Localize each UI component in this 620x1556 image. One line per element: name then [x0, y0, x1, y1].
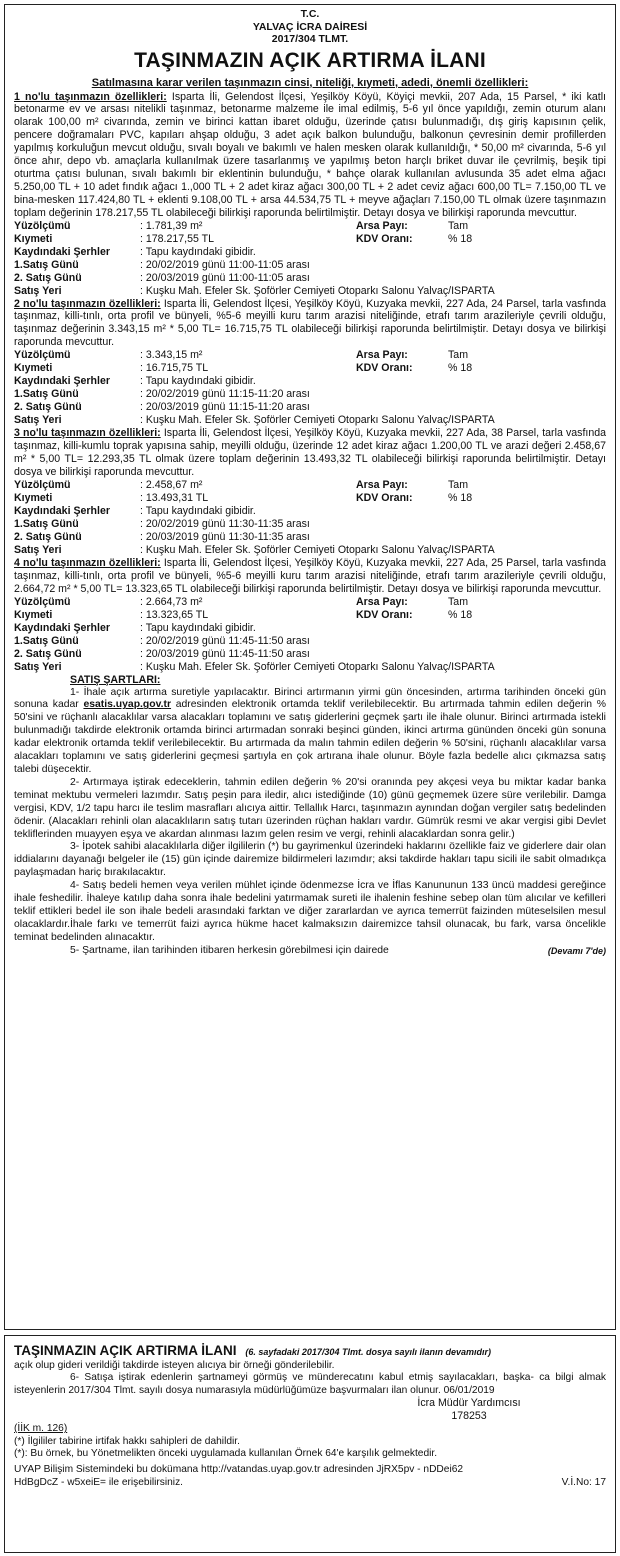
continuation-subtitle: (6. sayfadaki 2017/304 Tlmt. dosya sayılı ilanın devamıdır) [245, 1347, 491, 1357]
land-share-value: Tam [448, 478, 469, 491]
condition-2: 2- Artırmaya iştirak edeceklerin, tahmin edilen değerin % 20'si oranında pey akçesi veya bu miktar kadar banka teminat mektubu vermeleri lazımdır. Satış peşin para iledir, alıcı istediğinde (10) günü geçmemek üzere süre verilebilir. Damga vergisi, KDV, 1/2 tapu harcı ile teslim masrafları alıcıya aittir. Tellallık Harcı, taşınmazın aynından doğan vergiler satış bedelinden ödenir. (Alacakları rehinli olan alacaklıların satış tutarı üzerinden rüçhan hakları vardır. Gümrük resmi ve akar vergisi gibi Devlet tekliflerinden muayyen eşya ve akardan alınması lazım gelen resim ve vergi, rehinli alacaklardan sonra gelir.) [14, 776, 606, 840]
annotations-label: Kaydındaki Şerhler [14, 375, 110, 388]
property-heading: 2 no'lu taşınmazın özellikleri: [14, 297, 161, 310]
property-text: Isparta İli, Gelendost İlçesi, Yeşilköy Köyü, Kuzyaka mevkii, 227 Ada, 25 Parsel, tarla vasfında taşınmaz, killi-tınlı, orta profil ve bünyeli, %5-6 meyilli kuru tarım arazisi niteliğinde, etrafı tarım arazileriyle çevrili olduğu, 2.664,72 m² * 5,00 TL= 13.323,65 TL olabileceği bilirkişi raporunda belirtilmiştir. Detayı dosya ve bilirkişi raporunda mevcuttur. [14, 556, 607, 595]
annotations-value: : Tapu kaydındaki gibidir. [140, 375, 256, 388]
value-label: Kıymeti [14, 362, 53, 375]
condition-6: 6- Satışa iştirak edenlerin şartnameyi görmüş ve münderecatını kabul etmiş sayılacakları, başka- ca bilgi almak isteyenlerin 2017/304 Tlmt. sayılı dosya numarasıyla müdürlüğümüze başvurmaları ilan olunur. 06/01/2019 [14, 1372, 606, 1396]
first-sale-value: : 20/02/2019 günü 11:45-11:50 arası [140, 634, 310, 647]
area-row [14, 596, 606, 609]
footnote-1: (*) İlgililer tabirine irtifak hakkı sahipleri de dahildir. [14, 1435, 240, 1447]
annotations-row [14, 622, 606, 635]
signature-number: 178253 [451, 1410, 487, 1423]
sale-place-label: Satış Yeri [14, 543, 62, 556]
annotations-value: : Tapu kaydındaki gibidir. [140, 621, 256, 634]
annotations-row [14, 246, 606, 259]
first-sale-label: 1.Satış Günü [14, 517, 79, 530]
first-sale-label: 1.Satış Günü [14, 388, 79, 401]
condition-1 [14, 687, 606, 777]
area-row [14, 479, 606, 492]
law-reference: (İİK m. 126) [14, 1423, 68, 1435]
vat-label: KDV Oranı: [356, 608, 413, 621]
sale-place-label: Satış Yeri [14, 660, 62, 673]
condition-5-continued: açık olup gideri verildiği takdirde isteyen alıcıya bir örneği gönderilebilir. [14, 1360, 335, 1371]
property-block [14, 91, 606, 298]
sale-place-row [14, 414, 606, 427]
second-sale-label: 2. Satış Günü [14, 401, 82, 414]
area-value: : 2.458,67 m² [140, 478, 203, 491]
first-sale-row [14, 635, 606, 648]
vat-value: % 18 [448, 608, 473, 621]
value-label: Kıymeti [14, 608, 53, 621]
uyap-line-2-row [14, 1477, 606, 1489]
annotations-value: : Tapu kaydındaki gibidir. [140, 245, 256, 258]
second-sale-row [14, 531, 606, 544]
property-description [14, 298, 606, 350]
value-row [14, 362, 606, 375]
condition-5-text: 5- Şartname, ilan tarihinden itibaren herkesin görebilmesi için dairede [70, 944, 389, 956]
vat-value: % 18 [448, 491, 473, 504]
header-office: YALVAÇ İCRA DAİRESİ [252, 20, 368, 33]
sale-place-label: Satış Yeri [14, 284, 62, 297]
property-text: Isparta İli, Gelendost İlçesi, Yeşilköy Köyü, Köyiçi mevkii, 207 Ada, 15 Parsel, * iki katlı betonarme ev ve arsası nitelikli taşınmaz, betonarme malzeme ile imal edilmiş, 5-6 yıl önce yapıldığı, zemin oturum alanı olarak 100,00 m² civarında, zemin ve birinci kattan ibaret olduğu, üzerinde çatısı bulunmadığı, dış giriş kapısının çelik, pencere doğramaları PVC, kapıları ahşap olduğu, 3 adet açık balkon bulunduğu, balkonun çevresinin demir profillerden yapılmış korkuluğun mevcut olduğu, sıvalı boyalı ve bakımlı ve halen mesken olarak kullanıldığı, * 50,00 m² civarında, 5-6 yıl önce ahır, depo vb. amaçlarla kullanılmak üzere tasarlanmış ve yapılmış beton harçlı briket duvar ile çevrilmiş, beşik tipi oturtma çatısı bulunan, sıvalı bakımlı bir eklentinin bulunduğu, * bahçe olarak kullanılan avlusunda 35 adet elma ağacı 5.250,00 TL + 10 adet fındık ağacı 1.,000 TL + 2 adet kiraz ağacı 300,00 TL + 2 adet ceviz ağacı 600,00 TL= 7.150,00 TL ve bina-mesken 117.424,80 TL + eklenti 9.108,00 TL + arsa 44.534,75 TL + meyve ağaçları 7.150,00 TL olmak üzere taşınmazın toplam değerinin 178.217,55 TL olabileceği bilirkişi raporunda belirtilmiştir. Detayı dosya ve bilirkişi raporunda mevcuttur. [14, 90, 606, 219]
header-tc: T.C. [300, 8, 320, 20]
sale-place-value: : Kuşku Mah. Efeler Sk. Şoförler Cemiyeti Otoparkı Salonu Yalvaç/ISPARTA [140, 660, 495, 673]
property-heading: 4 no'lu taşınmazın özellikleri: [14, 556, 161, 569]
land-share-label: Arsa Payı: [356, 219, 408, 232]
second-sale-value: : 20/03/2019 günü 11:00-11:05 arası [140, 271, 310, 284]
area-label: Yüzölçümü [14, 595, 71, 608]
first-sale-row [14, 518, 606, 531]
sale-place-row [14, 544, 606, 557]
value-label: Kıymeti [14, 491, 53, 504]
area-row [14, 220, 606, 233]
area-value: : 3.343,15 m² [140, 349, 203, 362]
vat-label: KDV Oranı: [356, 232, 413, 245]
sale-place-label: Satış Yeri [14, 414, 62, 427]
sale-place-row [14, 661, 606, 674]
annotations-row [14, 375, 606, 388]
first-sale-row [14, 259, 606, 272]
first-sale-value: : 20/02/2019 günü 11:30-11:35 arası [140, 517, 310, 530]
property-text: Isparta İli, Gelendost İlçesi, Yeşilköy Köyü, Kuzyaka mevkii, 227 Ada, 38 Parsel, tarla vasfında taşınmaz, killi-kumlu toprak yapısına sahip, meyilli olduğu, üzerinde 12 adet kiraz ağacı 1.200,00 TL ve arazi değeri 2.458,67 m² * 5,00 TL= 12.293,35 TL olmak üzere toplam değerinin 13.493,32 TL olabileceği bilirkişi raporunda belirtilmiştir. Detayı dosya ve bilirkişi raporunda mevcuttur. [14, 427, 607, 478]
first-sale-value: : 20/02/2019 günü 11:00-11:05 arası [140, 258, 310, 271]
value-row [14, 609, 606, 622]
property-description [14, 557, 606, 596]
property-block [14, 298, 606, 428]
area-label: Yüzölçümü [14, 349, 71, 362]
auction-notice-main [4, 4, 616, 1330]
notice-subtitle: Satılmasına karar verilen taşınmazın cinsi, niteliği, kıymeti, adedi, önemli özellikleri: [91, 76, 529, 89]
sale-place-value: : Kuşku Mah. Efeler Sk. Şoförler Cemiyeti Otoparkı Salonu Yalvaç/ISPARTA [140, 543, 495, 556]
land-share-value: Tam [448, 595, 469, 608]
auction-notice-continuation [4, 1335, 616, 1553]
condition-1-text-b: adresinden elektronik ortamda teklif verilebilecektir. Bu artırmada tahmin edilen değerin % 50'sini ve rüçhanlı alacaklılar varsa alacakları toplamını ve satış giderlerini geçmek şartı ile ihale olunur. Birinci artırmada istekli bulunmadığı takdirde elektronik ortamda birinci artırmadan sonraki beşinci günden, ikinci artırma gününden önceki gün sonuna kadar elektronik ortamda teklif verilebilecektir. Bu artırmada da malın tahmin edilen değerin % 50'sini, rüçhanlı alacaklılar varsa alacakları toplamını ve satış giderlerini geçmesi şartıyla en çok artırana ihale olunur. Böyle fazla bedelle alıcı çıkmazsa satış talebi düşecektir. [14, 699, 606, 775]
uyap-line-2: HdBgDcZ - w5xeiE= ile erişebilirsiniz. [14, 1476, 183, 1488]
uyap-line-1: UYAP Bilişim Sistemindeki bu dokümana http://vatandas.uyap.gov.tr adresinden JjRX5pv - nDDei62 [14, 1464, 464, 1476]
value-amount: : 13.323,65 TL [140, 608, 209, 621]
land-share-label: Arsa Payı: [356, 349, 408, 362]
vat-label: KDV Oranı: [356, 491, 413, 504]
vi-number: V.İ.No: 17 [561, 1476, 606, 1488]
annotations-value: : Tapu kaydındaki gibidir. [140, 504, 256, 517]
first-sale-row [14, 388, 606, 401]
property-heading: 1 no'lu taşınmazın özellikleri: [14, 90, 167, 103]
annotations-label: Kaydındaki Şerhler [14, 504, 110, 517]
continued-note: (Devamı 7'de) [547, 945, 606, 956]
condition-5 [14, 945, 606, 958]
sale-place-value: : Kuşku Mah. Efeler Sk. Şoförler Cemiyeti Otoparkı Salonu Yalvaç/ISPARTA [140, 414, 495, 427]
value-amount: : 178.217,55 TL [140, 232, 215, 245]
first-sale-label: 1.Satış Günü [14, 634, 79, 647]
property-heading: 3 no'lu taşınmazın özellikleri: [14, 427, 161, 440]
footnote-2: (*): Bu örnek, bu Yönetmelikten önceki uygulamada kullanılan Örnek 64'e karşılık gelmektedir. [14, 1448, 438, 1460]
vat-value: % 18 [448, 362, 473, 375]
first-sale-value: : 20/02/2019 günü 11:15-11:20 arası [140, 388, 310, 401]
value-label: Kıymeti [14, 232, 53, 245]
area-value: : 2.664,73 m² [140, 595, 203, 608]
second-sale-label: 2. Satış Günü [14, 530, 82, 543]
second-sale-value: : 20/03/2019 günü 11:15-11:20 arası [140, 401, 310, 414]
value-amount: : 16.715,75 TL [140, 362, 209, 375]
condition-3: 3- İpotek sahibi alacaklılarla diğer ilgililerin (*) bu gayrimenkul üzerindeki haklarını özellikle faiz ve giderlere dair olan iddialarını dayanağı belgeler ile (15) gün içinde dairemize bildirmeleri lazımdır; aksi takdirde hakları tapu sicili ile sabit olmadıkça paylaşmadan hariç bırakılacaktır. [14, 841, 606, 879]
second-sale-row [14, 648, 606, 661]
value-amount: : 13.493,31 TL [140, 491, 209, 504]
property-description [14, 91, 606, 220]
land-share-label: Arsa Payı: [356, 595, 408, 608]
second-sale-row [14, 401, 606, 414]
vat-value: % 18 [448, 232, 473, 245]
land-share-value: Tam [448, 349, 469, 362]
value-row [14, 492, 606, 505]
vat-label: KDV Oranı: [356, 362, 413, 375]
land-share-label: Arsa Payı: [356, 478, 408, 491]
property-block [14, 557, 606, 674]
property-text: Isparta İli, Gelendost İlçesi, Yeşilköy Köyü, Kuzyaka mevkii, 227 Ada, 24 Parsel, tarla vasfında taşınmaz, killi-tınlı, orta profil ve bünyeli, %5-6 meyilli kuru tarım arazisi niteliğinde, etrafı tarım arazileriyle çevrili olduğu, taşınmaz değerinin 3.343,15 m² * 5,00 TL= 16.715,75 TL olabileceği bilirkişi raporunda belirtilmiştir. Detayı dosya ve bilirkişi raporunda mevcuttur. [14, 297, 607, 349]
conditions-heading: SATIŞ ŞARTLARI: [70, 673, 161, 686]
annotations-label: Kaydındaki Şerhler [14, 621, 110, 634]
esatis-link[interactable]: esatis.uyap.gov.tr [83, 699, 172, 711]
second-sale-row [14, 272, 606, 285]
sale-place-row [14, 285, 606, 298]
property-block [14, 427, 606, 557]
continuation-title: TAŞINMAZIN AÇIK ARTIRMA İLANI [14, 1343, 237, 1358]
value-row [14, 233, 606, 246]
area-row [14, 349, 606, 362]
land-share-value: Tam [448, 219, 469, 232]
second-sale-label: 2. Satış Günü [14, 271, 82, 284]
continuation-title-row [14, 1342, 606, 1360]
signature-title: İcra Müdür Yardımcısı [417, 1397, 521, 1410]
annotations-label: Kaydındaki Şerhler [14, 245, 110, 258]
second-sale-label: 2. Satış Günü [14, 647, 82, 660]
second-sale-value: : 20/03/2019 günü 11:45-11:50 arası [140, 647, 310, 660]
first-sale-label: 1.Satış Günü [14, 258, 79, 271]
condition-1-text-a: 1- İhale açık artırma suretiyle yapılacaktır. Birinci artırmanın yirmi gün öncesinden, artırma tarihinden önceki gün sonuna kadar [14, 686, 606, 711]
annotations-row [14, 505, 606, 518]
area-label: Yüzölçümü [14, 478, 71, 491]
notice-title: TAŞINMAZIN AÇIK ARTIRMA İLANI [134, 48, 486, 72]
area-label: Yüzölçümü [14, 219, 71, 232]
second-sale-value: : 20/03/2019 günü 11:30-11:35 arası [140, 530, 310, 543]
header-file-no: 2017/304 TLMT. [271, 33, 349, 45]
sale-place-value: : Kuşku Mah. Efeler Sk. Şoförler Cemiyeti Otoparkı Salonu Yalvaç/ISPARTA [140, 284, 495, 297]
area-value: : 1.781,39 m² [140, 219, 203, 232]
condition-4: 4- Satış bedeli hemen veya verilen mühlet içinde ödenmezse İcra ve İflas Kanununun 133 üncü maddesi gereğince ihale feshedilir. İhaleye katılıp daha sonra ihale bedelini yatırmamak sureti ile ihalenin feshine sebep olan tüm alıcılar ve kefilleri teklif ettikleri bedel ile son ihale bedeli arasındaki farktan ve diğer zararlardan ve ayrıca temerrüt faizinden müteselsilen mesul olacaklardır.İhale farkı ve temerrüt faizi ayrıca hükme hacet kalmaksızın dairemizce tahsil olunacak, bu fark, varsa öncelikle teminat bedelinden alınacaktır. [14, 880, 606, 943]
property-description [14, 427, 606, 479]
